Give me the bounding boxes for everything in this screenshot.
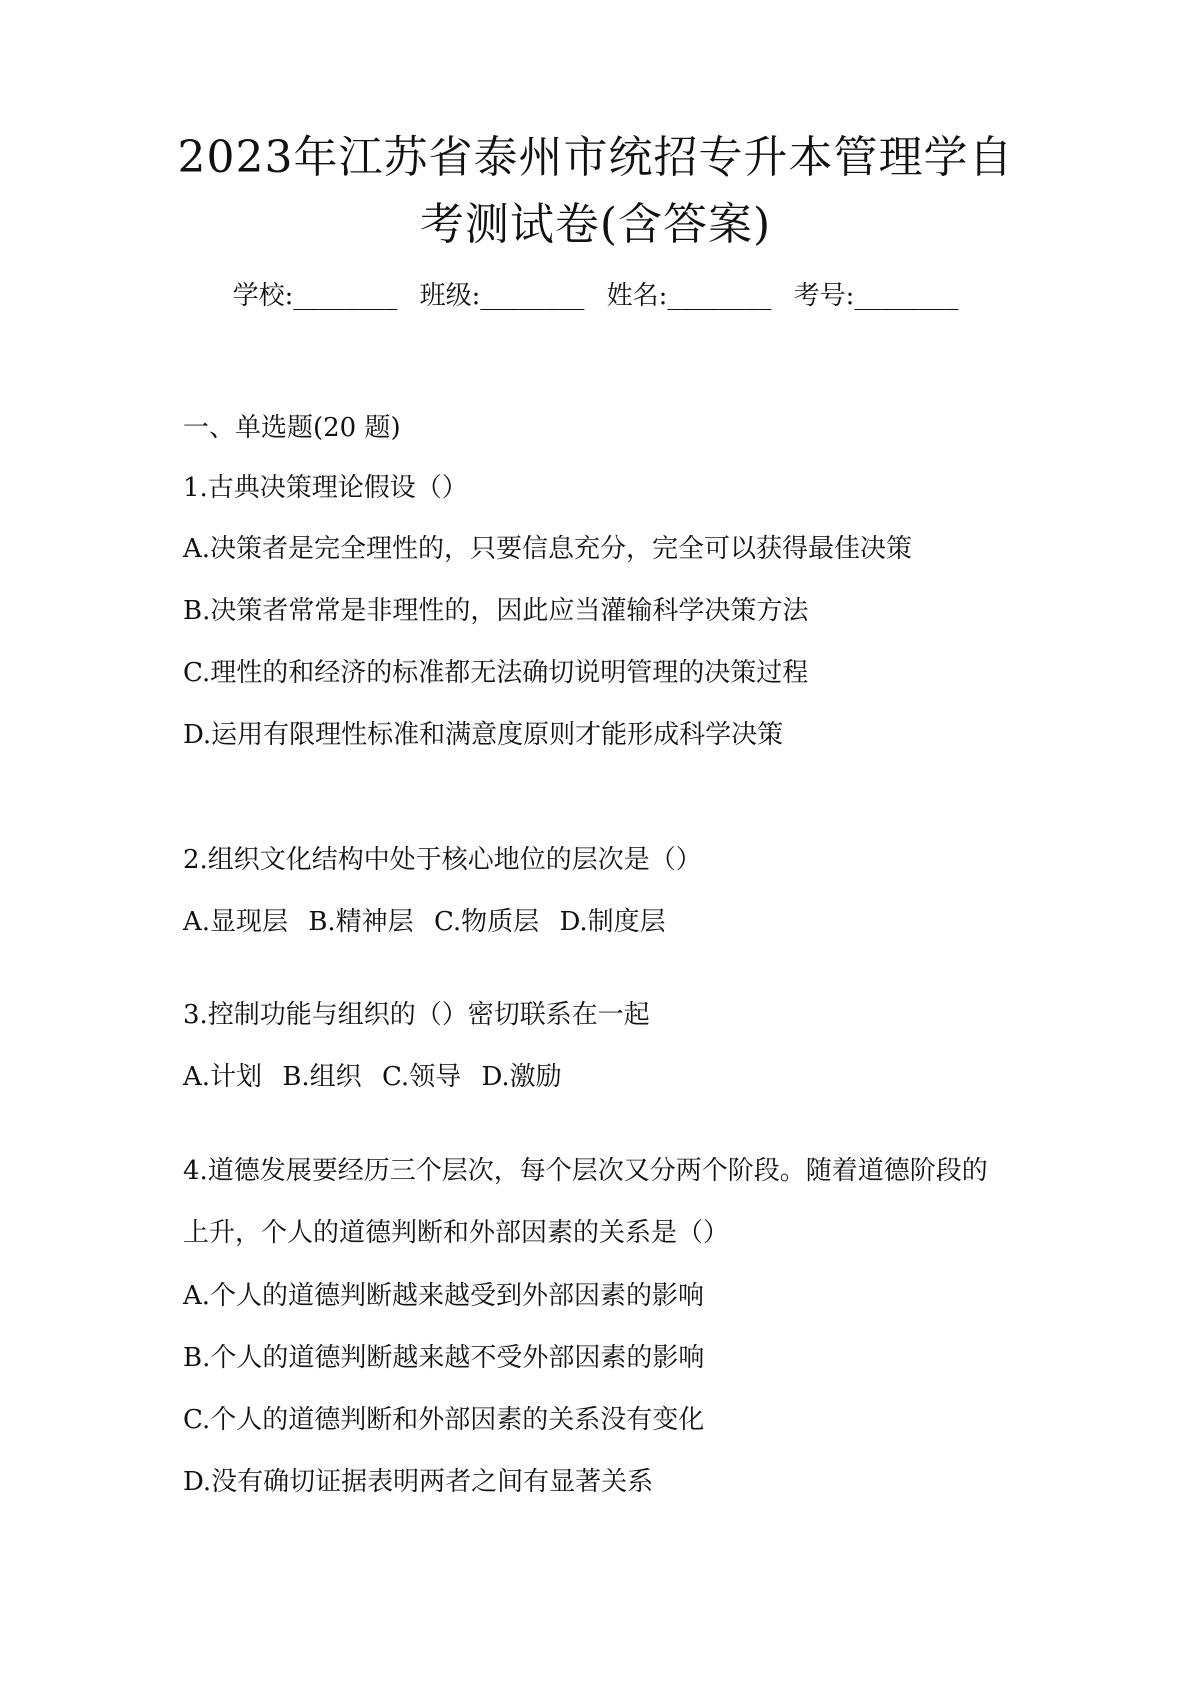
question-3-option-b: B.组织 [282, 1062, 362, 1092]
question-4-stem-line-1: 4.道德发展要经历三个层次，每个层次又分两个阶段。随着道德阶段的 [183, 1156, 988, 1186]
question-1-option-d: D.运用有限理性标准和满意度原则才能形成科学决策 [183, 720, 784, 750]
question-1-stem: 1.古典决策理论假设（） [183, 473, 468, 503]
question-2-option-d: D.制度层 [559, 907, 666, 937]
question-3-options [183, 1059, 562, 1095]
question-3-option-c: C.领导 [381, 1062, 462, 1092]
question-1-option-b: B.决策者常常是非理性的，因此应当灌输科学决策方法 [183, 596, 809, 626]
question-4-stem-line-2: 上升，个人的道德判断和外部因素的关系是（） [183, 1218, 730, 1248]
exam-number-field: 考号:________ [793, 281, 959, 311]
question-2-option-c: C.物质层 [433, 907, 540, 937]
section-heading: 一、单选题(20 题) [183, 413, 401, 443]
question-4-option-d: D.没有确切证据表明两者之间有显著关系 [183, 1467, 654, 1497]
question-2-options [183, 904, 666, 940]
question-4-option-c: C.个人的道德判断和外部因素的关系没有变化 [183, 1405, 705, 1435]
question-1-option-c: C.理性的和经济的标准都无法确切说明管理的决策过程 [183, 658, 809, 688]
school-field: 学校:________ [232, 281, 398, 311]
question-2-stem: 2.组织文化结构中处于核心地位的层次是（） [183, 845, 702, 875]
exam-title-line-1: 2023年江苏省泰州市统招专升本管理学自 [177, 132, 1014, 183]
question-3-stem: 3.控制功能与组织的（）密切联系在一起 [183, 1000, 650, 1030]
name-field: 姓名:________ [606, 281, 772, 311]
exam-title-line-2: 考测试卷(含答案) [419, 199, 772, 250]
question-3-option-d: D.激励 [481, 1062, 562, 1092]
question-2-option-b: B.精神层 [308, 907, 414, 937]
question-4-option-a: A.个人的道德判断越来越受到外部因素的影响 [183, 1281, 705, 1311]
question-3-option-a: A.计划 [183, 1062, 263, 1092]
question-4-option-b: B.个人的道德判断越来越不受外部因素的影响 [183, 1343, 705, 1373]
question-1-option-a: A.决策者是完全理性的，只要信息充分，完全可以获得最佳决策 [183, 534, 913, 564]
question-2-option-a: A.显现层 [183, 907, 289, 937]
student-info-row [0, 278, 1191, 314]
class-field: 班级:________ [419, 281, 585, 311]
